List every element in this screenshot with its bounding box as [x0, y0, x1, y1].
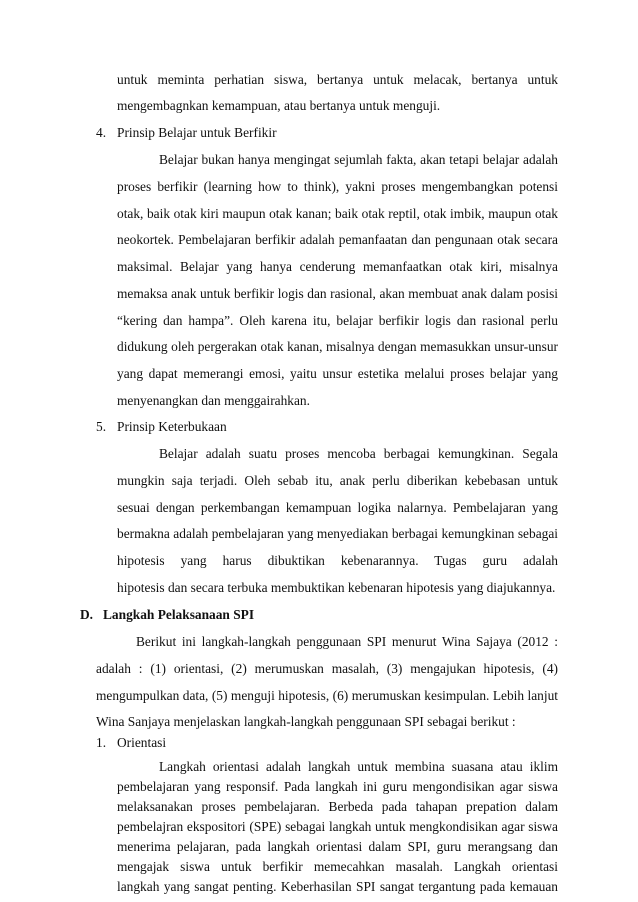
text-line: melaksanakan proses pembelajaran. Berbeda pada tahapan prepation dalam [117, 799, 558, 814]
text-line: maksimal. Belajar yang hanya cenderung memanfaatkan otak kiri, misalnya [117, 259, 558, 274]
text-line: pembelajran ekspositori (SPE) sebagai langkah untuk mengkondisikan agar siswa [117, 819, 558, 834]
text-line: proses berfikir (learning how to think), yakni proses mengembangkan potensi [117, 179, 558, 194]
text-line: mengumpulkan data, (5) menguji hipotesis, (6) merumuskan kesimpulan. Lebih lanjut [96, 688, 558, 703]
text-line: didukung oleh pergerakan otak kanan, misalnya dengan memasukkan unsur-unsur [117, 339, 558, 354]
list-number: 4. [96, 125, 107, 140]
text-line: Berikut ini langkah-langkah penggunaan SPI menurut Wina Sajaya (2012 : [136, 634, 558, 649]
text-line: menerima pelajaran, pada langkah orientasi dalam SPI, guru merangsang dan [117, 839, 558, 854]
text-line: mengembagnkan kemampuan, atau bertanya untuk menguji. [117, 98, 441, 113]
list-heading: Orientasi [117, 735, 167, 750]
text-line: menyenangkan dan menggairahkan. [117, 393, 310, 408]
text-line: mungkin saja terjadi. Oleh sebab itu, anak perlu diberikan kebebasan untuk [117, 473, 558, 488]
list-number: 5. [96, 419, 107, 434]
text-line: Belajar adalah suatu proses mencoba berbagai kemungkinan. Segala [159, 446, 558, 461]
text-line: untuk meminta perhatian siswa, bertanya untuk melacak, bertanya untuk [117, 72, 558, 87]
section-heading: Langkah Pelaksanaan SPI [103, 607, 255, 622]
text-line: otak, baik otak kiri maupun otak kanan; baik otak reptil, otak imbik, maupun otak [117, 206, 558, 221]
text-line: langkah yang sangat penting. Keberhasilan SPI sangat tergantung pada kemauan [117, 879, 558, 894]
text-line: Belajar bukan hanya mengingat sejumlah fakta, akan tetapi belajar adalah [159, 152, 558, 167]
text-line: bermakna adalah pembelajaran yang menyediakan berbagai kemungkinan sebagai [117, 526, 558, 541]
text-line: Langkah orientasi adalah langkah untuk membina suasana atau iklim [159, 759, 558, 774]
text-line: pembelajaran yang responsif. Pada langkah ini guru mengondisikan agar siswa [117, 779, 558, 794]
text-line: hipotesis dan secara terbuka membuktikan kebenaran hipotesis yang diajukannya. [117, 580, 556, 595]
list-number: 1. [96, 735, 107, 750]
list-heading: Prinsip Keterbukaan [117, 419, 227, 434]
text-line: sesuai dengan perkembangan kemampuan logika nalarnya. Pembelajaran yang [117, 500, 558, 515]
text-line: neokortek. Pembelajaran berfikir adalah pemanfaatan dan pengunaan otak secara [117, 232, 558, 247]
text-line: Wina Sanjaya menjelaskan langkah-langkah penggunaan SPI sebagai berikut : [96, 714, 516, 729]
text-line: memaksa anak untuk berfikir logis dan rasional, akan membuat anak dalam posisi [117, 286, 558, 301]
text-line: hipotesis yang harus dibuktikan kebenarannya. Tugas guru adalah [117, 553, 558, 568]
list-heading: Prinsip Belajar untuk Berfikir [117, 125, 277, 140]
text-line: yang dapat memerangi emosi, yaitu unsur estetika melalui proses belajar yang [117, 366, 558, 381]
text-line: mengajak siswa untuk berfikir memecahkan masalah. Langkah orientasi [117, 859, 558, 874]
text-line: “kering dan hampa”. Oleh karena itu, belajar berfikir logis dan rasional perlu [117, 313, 558, 328]
section-letter: D. [80, 607, 94, 622]
text-line: adalah : (1) orientasi, (2) merumuskan masalah, (3) mengajukan hipotesis, (4) [96, 661, 558, 676]
